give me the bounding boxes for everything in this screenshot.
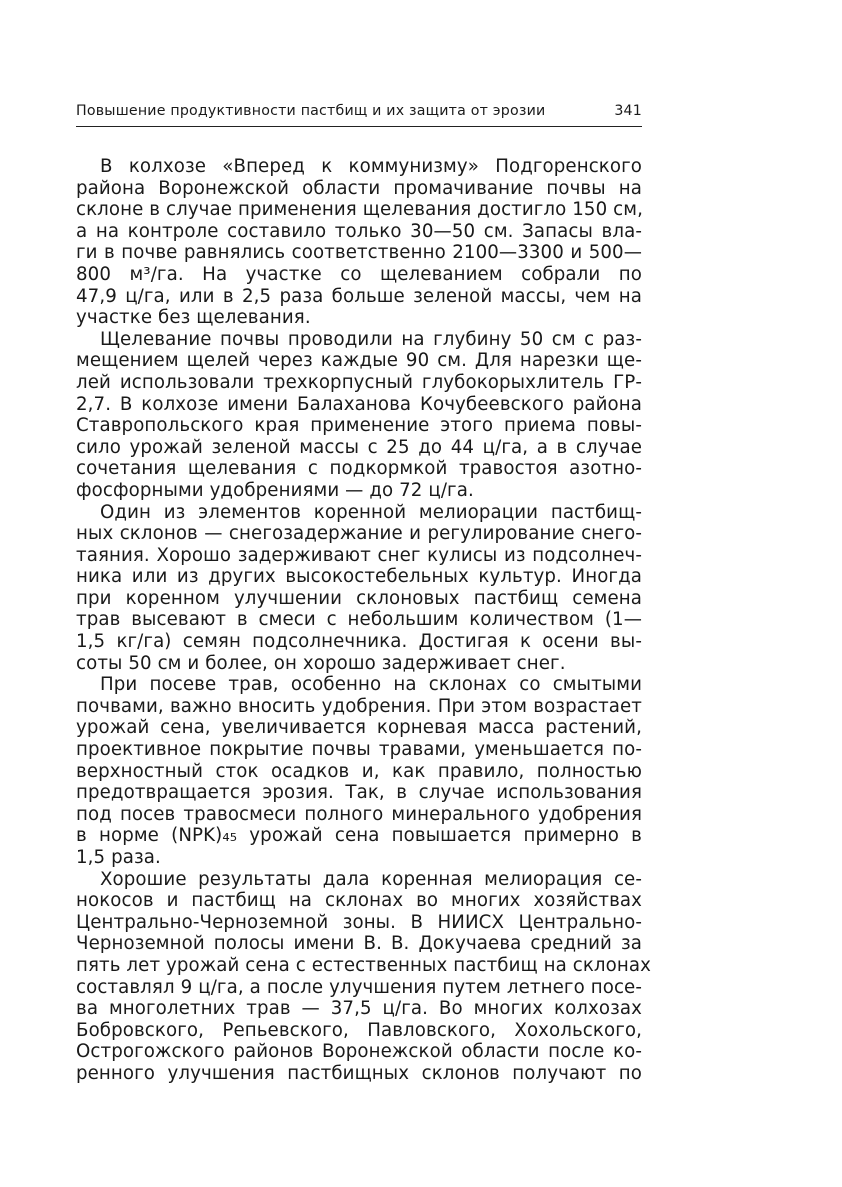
text-line: фосфорными удобрениями — до 72 ц/га. (76, 479, 474, 501)
text-line: сочетания щелевания с подкормкой травостоя азотно- (76, 458, 642, 480)
text-line: почвами, важно вносить удобрения. При этом возрастает (76, 695, 642, 717)
text-line: составлял 9 ц/га, а после улучшения путем летнего посе- (76, 976, 642, 998)
paragraph (76, 502, 642, 675)
text-line: 1,5 кг/га) семян подсолнечника. Достигая к осени вы- (76, 631, 642, 653)
text-line: в норме (NPK)₄₅ урожай сена повышается примерно в (76, 825, 642, 847)
text-line: Черноземной полосы имени В. В. Докучаева средний за (76, 933, 642, 955)
text-line: Хорошие результаты дала коренная мелиорация се- (100, 868, 642, 890)
text-line: ги в почве равнялись соответственно 2100—3300 и 500— (76, 242, 642, 264)
text-line: Острогожского районов Воронежской области после ко- (76, 1041, 642, 1063)
paragraph (76, 674, 642, 868)
text-line: урожай сена, увеличивается корневая масса растений, (76, 717, 642, 739)
text-line: пять лет урожай сена с естественных пастбищ на склонах (76, 954, 651, 976)
text-line: участке без щелевания. (76, 307, 311, 329)
text-line: Центрально-Черноземной зоны. В НИИСХ Центрально- (76, 911, 642, 933)
text-line: трав высевают в смеси с небольшим количеством (1— (76, 609, 642, 631)
text-line: В колхозе «Вперед к коммунизму» Подгоренского (100, 156, 642, 177)
text-line: мещением щелей через каждые 90 см. Для нарезки ще- (76, 350, 642, 372)
text-line: 1,5 раза. (76, 847, 161, 868)
text-line: Один из элементов коренной мелиорации пастбищ- (100, 501, 642, 523)
text-line: верхностный сток осадков и, как правило, полностью (76, 760, 642, 782)
text-line: проективное покрытие почвы травами, уменьшается по- (76, 739, 642, 761)
text-line: 2,7. В колхозе имени Балаханова Кочубеевского района (76, 393, 642, 415)
text-line: при коренном улучшении склоновых пастбищ семена (76, 587, 642, 609)
text-line: Ставропольского края применение этого приема повы- (76, 415, 642, 437)
body-text (76, 156, 651, 1085)
text-line: а на контроле составило только 30—50 см. Запасы вла- (76, 220, 642, 242)
text-line: Бобровского, Репьевского, Павловского, Хохольского, (76, 1019, 642, 1041)
text-line: 800 м³/га. На участке со щелеванием собрали по (76, 263, 642, 285)
text-line: предотвращается эрозия. Так, в случае использования (76, 782, 642, 804)
text-line: ника или из других высокостебельных культур. Иногда (76, 566, 642, 588)
running-title: Повышение продуктивности пастбищ и их защита от эрозии (76, 103, 546, 119)
paragraph (76, 868, 651, 1085)
paragraph (76, 329, 642, 502)
text-line: под посев травосмеси полного минерального удобрения (76, 803, 642, 825)
text-line: лей использовали трехкорпусный глубокорыхлитель ГР- (76, 371, 642, 393)
text-line: Щелевание почвы проводили на глубину 50 см с раз- (100, 328, 642, 350)
text-line: района Воронежской области промачивание почвы на (76, 177, 642, 199)
paragraph (76, 156, 642, 329)
text-line: соты 50 см и более, он хорошо задерживает снег. (76, 652, 566, 674)
text-line: нокосов и пастбищ на склонах во многих хозяйствах (76, 890, 642, 912)
text-line: таяния. Хорошо задерживают снег кулисы из подсолнеч- (76, 544, 642, 566)
text-line: При посеве трав, особенно на склонах со смытыми (100, 674, 642, 696)
text-line: склоне в случае применения щелевания достигло 150 см, (76, 199, 643, 221)
text-line: ва многолетних трав — 37,5 ц/га. Во многих колхозах (76, 998, 642, 1020)
page-number: 341 (614, 103, 642, 119)
text-line: ных склонов — снегозадержание и регулирование снего- (76, 523, 642, 545)
text-line: сило урожай зеленой массы с 25 до 44 ц/га, а в случае (76, 436, 642, 458)
running-header (76, 103, 642, 127)
text-line: 47,9 ц/га, или в 2,5 раза больше зеленой массы, чем на (76, 285, 642, 307)
text-line: ренного улучшения пастбищных склонов получают по (76, 1062, 642, 1084)
